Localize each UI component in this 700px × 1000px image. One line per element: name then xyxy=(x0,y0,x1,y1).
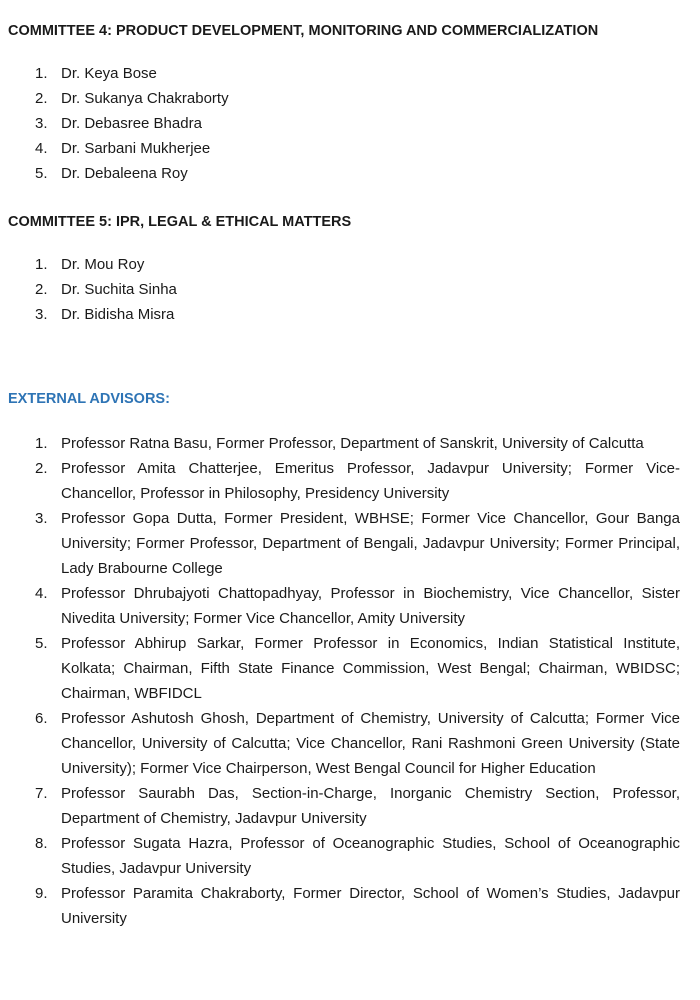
committee-4-member-list xyxy=(8,61,598,186)
list-item xyxy=(8,431,680,456)
list-number: 7. xyxy=(35,785,48,802)
committee-5-heading: COMMITTEE 5: IPR, LEGAL & ETHICAL MATTERS xyxy=(8,214,352,230)
member-name: Dr. Bidisha Misra xyxy=(61,306,175,323)
committee-4-section xyxy=(8,21,598,186)
list-number: 4. xyxy=(35,585,48,602)
list-item xyxy=(8,161,598,186)
list-item xyxy=(8,581,680,631)
list-number: 2. xyxy=(35,90,48,107)
list-number: 4. xyxy=(35,140,48,157)
list-number: 3. xyxy=(35,510,48,527)
member-name: Dr. Sukanya Chakraborty xyxy=(61,90,229,107)
member-name: Dr. Keya Bose xyxy=(61,65,157,82)
list-item xyxy=(8,456,680,506)
list-number: 2. xyxy=(35,281,48,298)
list-number: 5. xyxy=(35,165,48,182)
external-advisors-section xyxy=(8,389,680,931)
list-item xyxy=(8,781,680,831)
list-number: 1. xyxy=(35,65,48,82)
list-item xyxy=(8,61,598,86)
member-name: Dr. Suchita Sinha xyxy=(61,281,177,298)
list-item xyxy=(8,252,351,277)
advisor-text: Professor Paramita Chakraborty, Former Director, School of Women’s Studies, Jadavpur University xyxy=(61,885,680,927)
list-item xyxy=(8,881,680,931)
list-item xyxy=(8,631,680,706)
advisor-text: Professor Sugata Hazra, Professor of Oceanographic Studies, School of Oceanographic Studies, Jadavpur University xyxy=(61,835,680,877)
advisor-text: Professor Ashutosh Ghosh, Department of Chemistry, University of Calcutta; Former Vice Chancellor, University of Calcutta; Vice Chancellor, Rani Rashmoni Green University (State University); Former Vice Chairperson, West Bengal Council for Higher Education xyxy=(61,710,680,777)
list-item xyxy=(8,831,680,881)
advisor-text: Professor Dhrubajyoti Chattopadhyay, Professor in Biochemistry, Vice Chancellor, Sister Nivedita University; Former Vice Chancellor, Amity University xyxy=(61,585,680,627)
committee-5-section xyxy=(8,212,351,327)
list-number: 1. xyxy=(35,256,48,273)
member-name: Dr. Debaleena Roy xyxy=(61,165,188,182)
list-item xyxy=(8,706,680,781)
list-item xyxy=(8,111,598,136)
member-name: Dr. Sarbani Mukherjee xyxy=(61,140,211,157)
external-advisors-list xyxy=(8,431,680,931)
list-item xyxy=(8,86,598,111)
list-number: 3. xyxy=(35,306,48,323)
list-item xyxy=(8,506,680,581)
advisor-text: Professor Amita Chatterjee, Emeritus Professor, Jadavpur University; Former Vice-Chancellor, Professor in Philosophy, Presidency University xyxy=(61,460,680,502)
advisor-text: Professor Gopa Dutta, Former President, WBHSE; Former Vice Chancellor, Gour Banga University; Former Professor, Department of Bengali, Jadavpur University; Former Principal, Lady Brabourne College xyxy=(61,510,680,577)
list-item xyxy=(8,277,351,302)
list-number: 1. xyxy=(35,435,48,452)
advisor-text: Professor Ratna Basu, Former Professor, Department of Sanskrit, University of Calcutta xyxy=(61,435,644,452)
list-number: 5. xyxy=(35,635,48,652)
member-name: Dr. Mou Roy xyxy=(61,256,145,273)
committee-5-member-list xyxy=(8,252,351,327)
advisor-text: Professor Abhirup Sarkar, Former Professor in Economics, Indian Statistical Institute, Kolkata; Chairman, Fifth State Finance Commission, West Bengal; Chairman, WBIDSC; Chairman, WBFIDCL xyxy=(61,635,680,702)
list-number: 3. xyxy=(35,115,48,132)
external-advisors-heading: EXTERNAL ADVISORS: xyxy=(8,391,170,407)
committee-4-heading: COMMITTEE 4: PRODUCT DEVELOPMENT, MONITORING AND COMMERCIALIZATION xyxy=(8,23,599,39)
list-number: 8. xyxy=(35,835,48,852)
list-number: 2. xyxy=(35,460,48,477)
member-name: Dr. Debasree Bhadra xyxy=(61,115,202,132)
list-item xyxy=(8,302,351,327)
advisor-text: Professor Saurabh Das, Section-in-Charge, Inorganic Chemistry Section, Professor, Department of Chemistry, Jadavpur University xyxy=(61,785,680,827)
list-item xyxy=(8,136,598,161)
list-number: 6. xyxy=(35,710,48,727)
list-number: 9. xyxy=(35,885,48,902)
